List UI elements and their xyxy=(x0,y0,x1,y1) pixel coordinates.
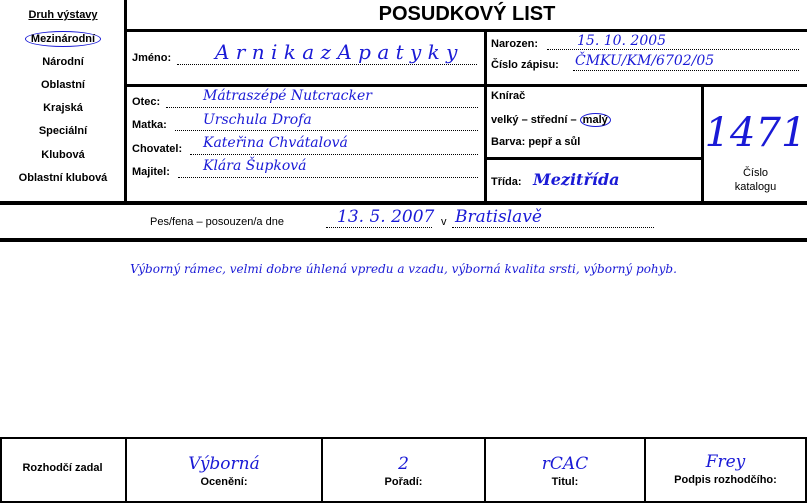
judged-place[interactable]: Bratislavě xyxy=(455,207,542,227)
class-label: Třída: xyxy=(491,176,522,188)
mother-dots xyxy=(175,130,478,131)
title-value[interactable]: rCAC xyxy=(541,454,589,474)
size-options xyxy=(491,113,611,127)
breed-left-border xyxy=(484,84,487,202)
title-label: Titul: xyxy=(551,476,579,488)
name-label: Jméno: xyxy=(132,52,172,64)
catalog-number[interactable]: 1471 xyxy=(704,110,807,156)
show-type-special[interactable]: Speciální xyxy=(38,125,88,137)
owner-name[interactable]: Klára Šupková xyxy=(203,158,307,174)
color-row xyxy=(491,136,580,148)
show-type-header: Druh výstavy xyxy=(28,9,98,21)
dog-name[interactable]: A r n i k a z A p a t y k y xyxy=(215,40,458,64)
breed-class-divider xyxy=(484,157,704,160)
critique-top-rule xyxy=(0,238,807,242)
size-selected[interactable]: malý xyxy=(580,113,611,127)
placement-label: Pořadí: xyxy=(384,476,423,488)
mother-name[interactable]: Urschula Drofa xyxy=(203,112,312,128)
title-underline xyxy=(127,29,807,32)
show-type-club[interactable]: Klubová xyxy=(41,149,85,161)
page-title: POSUDKOVÝ LIST xyxy=(378,3,556,25)
name-row-bottom xyxy=(127,84,807,87)
mother-label: Matka: xyxy=(132,119,167,131)
signature-label: Podpis rozhodčího: xyxy=(674,474,777,486)
breeder-name[interactable]: Kateřina Chvátalová xyxy=(203,135,348,151)
place-dots xyxy=(452,227,654,228)
judged-label: Pes/fena – posouzen/a dne xyxy=(150,216,284,228)
rating-cell xyxy=(127,440,321,500)
title-cell xyxy=(486,440,644,500)
breed-label: Knírač xyxy=(491,90,526,102)
judge-signature[interactable]: Frey xyxy=(705,452,746,472)
show-type-national[interactable]: Národní xyxy=(42,56,84,68)
show-type-regional[interactable]: Oblastní xyxy=(40,79,85,91)
breeder-label: Chovatel: xyxy=(132,143,183,155)
catalog-label-1: Číslo xyxy=(742,167,769,179)
name-divider xyxy=(484,32,487,84)
born-label: Narozen: xyxy=(491,38,539,50)
judged-in-label: v xyxy=(441,216,447,228)
father-name[interactable]: Mátraszépé Nutcracker xyxy=(203,88,372,104)
rating-value[interactable]: Výborná xyxy=(188,454,260,474)
father-dots xyxy=(166,107,478,108)
placement-cell xyxy=(323,440,484,500)
show-type-regional-club[interactable]: Oblastní klubová xyxy=(18,172,108,184)
stud-label: Číslo zápisu: xyxy=(491,59,559,71)
judged-date[interactable]: 13. 5. 2007 xyxy=(337,207,435,227)
header-bottom-rule xyxy=(0,201,807,205)
size-options-text: velký – střední – xyxy=(491,114,577,126)
stud-dots xyxy=(573,70,799,71)
name-dots xyxy=(177,64,477,65)
rating-label: Ocenění: xyxy=(200,476,248,488)
owner-label: Majitel: xyxy=(132,166,170,178)
critique-text[interactable]: Výborný rámec, velmi dobre úhlená vpredu a vzadu, výborná kvalita srsti, výborný pohyb. xyxy=(130,262,677,276)
color-label: Barva: xyxy=(491,136,526,148)
stud-number[interactable]: ČMKU/KM/6702/05 xyxy=(575,53,715,69)
born-dots xyxy=(547,49,799,50)
class-value[interactable]: Mezitřída xyxy=(533,170,620,189)
catalog-label-2: katalogu xyxy=(734,181,777,193)
father-label: Otec: xyxy=(132,96,161,108)
owner-dots xyxy=(178,177,478,178)
placement-value[interactable]: 2 xyxy=(398,454,409,474)
color-value: pepř a sůl xyxy=(528,136,581,148)
signature-cell xyxy=(646,440,805,500)
show-type-county[interactable]: Krajská xyxy=(43,102,83,114)
show-type-international[interactable]: Mezinárodní xyxy=(0,31,126,47)
breeder-dots xyxy=(190,154,478,155)
judge-label: Rozhodčí zadal xyxy=(22,462,103,474)
birth-date[interactable]: 15. 10. 2005 xyxy=(577,33,667,49)
date-dots xyxy=(326,227,432,228)
